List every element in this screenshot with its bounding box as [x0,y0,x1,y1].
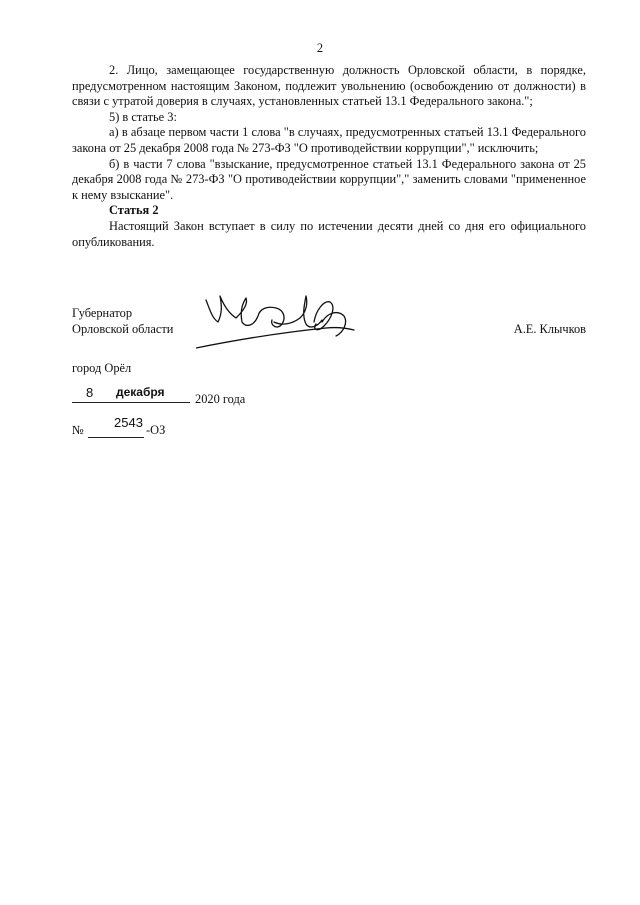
page-number: 2 [316,41,324,55]
governor-title-line1: Губернатор [72,306,133,320]
place-of-signing: город Орёл [72,361,132,375]
number-sign: № [72,423,84,437]
date-underline [72,402,190,403]
date-month: декабря [116,385,165,399]
number-underline [88,437,144,438]
paragraph-item-2: 2. Лицо, замещающее государственную должность Орловской области, в порядке, предусмотренном настоящим Законом, подлежит увольнению (освобождению от должности) в связи с утратой доверия в случаях, установленных статьей 13.1 Федерального закона."; [72,63,586,109]
paragraph-subitem-a: а) в абзаце первом части 1 слова "в случаях, предусмотренных статьей 13.1 Федерального закона от 25 декабря 2008 года № 273-ФЗ "О противодействии коррупции"," исключить; [72,125,586,155]
handwritten-signature [196,292,366,362]
law-number [72,414,212,440]
article-2-text: Настоящий Закон вступает в силу по истечении десяти дней со дня его официального опубликования. [72,218,586,249]
number-suffix: -ОЗ [146,423,166,437]
paragraph-subitem-b: б) в части 7 слова "взыскание, предусмотренное статьей 13.1 Федерального закона от 25 декабря 2008 года № 273-ФЗ "О противодействии коррупции"," заменить словами "примененное к нему взыскание". [72,156,586,202]
date-day: 8 [86,385,94,400]
governor-title-line2: Орловской области [72,321,174,336]
number-value: 2543 [114,415,143,430]
governor-title [72,306,173,337]
signing-date [72,383,272,407]
governor-name: А.Е. Клычков [513,322,586,336]
date-year: 2020 года [195,392,246,406]
signature-block [72,306,586,356]
article-2-heading: Статья 2 [109,203,159,218]
document-body [72,63,586,250]
paragraph-article3: 5) в статье 3: [109,109,177,124]
